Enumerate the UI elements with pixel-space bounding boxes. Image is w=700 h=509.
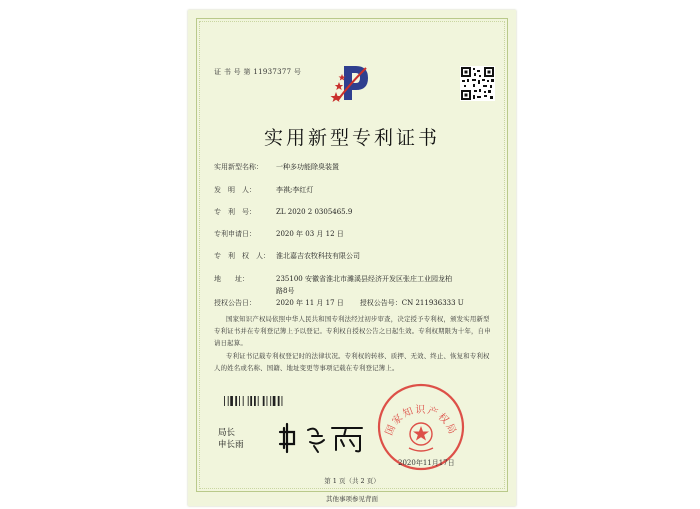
certificate-number-label: 证 书 号 第 (214, 68, 251, 76)
field-grant-date (214, 298, 464, 308)
certificate-number-value: 11937377 (253, 68, 292, 76)
seal-text: 国家知识产权局 (383, 404, 459, 438)
field-utility-model-name (214, 162, 339, 172)
footer-note: 其他事项参见背面 (326, 495, 378, 503)
field-application-date (214, 229, 344, 239)
field-value: ZL 2020 2 0305465.9 (276, 208, 353, 216)
cnipa-logo-icon (330, 62, 372, 102)
field-value: 路8号 (276, 287, 295, 295)
field-label: 专 利 号： (214, 208, 256, 216)
field-value: 淮北嘉吉农牧科技有限公司 (276, 252, 360, 260)
field-value: 2020 年 03 月 12 日 (276, 230, 344, 238)
barcode-icon (224, 396, 304, 406)
director-name: 申长雨 (218, 440, 244, 450)
field-value: 李祺;李红灯 (276, 186, 314, 194)
field-value: 235100 安徽省淮北市濉溪县经济开发区张庄工业园龙柏 (276, 275, 452, 283)
field-patentee (214, 251, 360, 261)
certificate-page (188, 10, 516, 506)
field-address-continued (214, 286, 294, 296)
field-inventor (214, 185, 313, 195)
seal-date: 2020年11月17日 (398, 459, 455, 467)
director-block (218, 427, 244, 451)
field-label: 地 址： (214, 275, 249, 283)
field-address (214, 274, 452, 284)
field-patent-number (214, 207, 352, 217)
field-label: 实用新型名称： (214, 163, 263, 171)
qr-code-icon (460, 66, 495, 101)
field-label: 授权公告日： (214, 299, 256, 307)
certificate-statement: 国家知识产权局依照中华人民共和国专利法经过初步审查，决定授予专利权，颁发实用新型专利证书并在专利登记簿上予以登记。专利权自授权公告之日起生效。专利权期限为十年，自申请日起算。 (214, 315, 491, 347)
field-label: 发 明 人： (214, 186, 256, 194)
field-label: 专利申请日： (214, 230, 256, 238)
certificate-number-suffix: 号 (293, 68, 302, 76)
certificate-number (214, 67, 301, 77)
field-label: 专 利 权 人： (214, 252, 270, 260)
certificate-legal-note: 专利证书记载专利权登记时的法律状况。专利权的转移、质押、无效、终止、恢复和专利权人的姓名或名称、国籍、地址变更等事项记载在专利登记簿上。 (214, 352, 490, 372)
field-grant-number: 授权公告号：CN 211936333 U (359, 299, 464, 307)
page-number: 第 1 页（共 2 页） (324, 477, 380, 485)
certificate-title: 实用新型专利证书 (263, 127, 440, 149)
field-value: 2020 年 11 月 17 日 (276, 299, 344, 307)
field-value: 一种多功能除臭装置 (276, 163, 339, 171)
director-title: 局长 (218, 428, 236, 438)
signature-icon (278, 420, 370, 454)
